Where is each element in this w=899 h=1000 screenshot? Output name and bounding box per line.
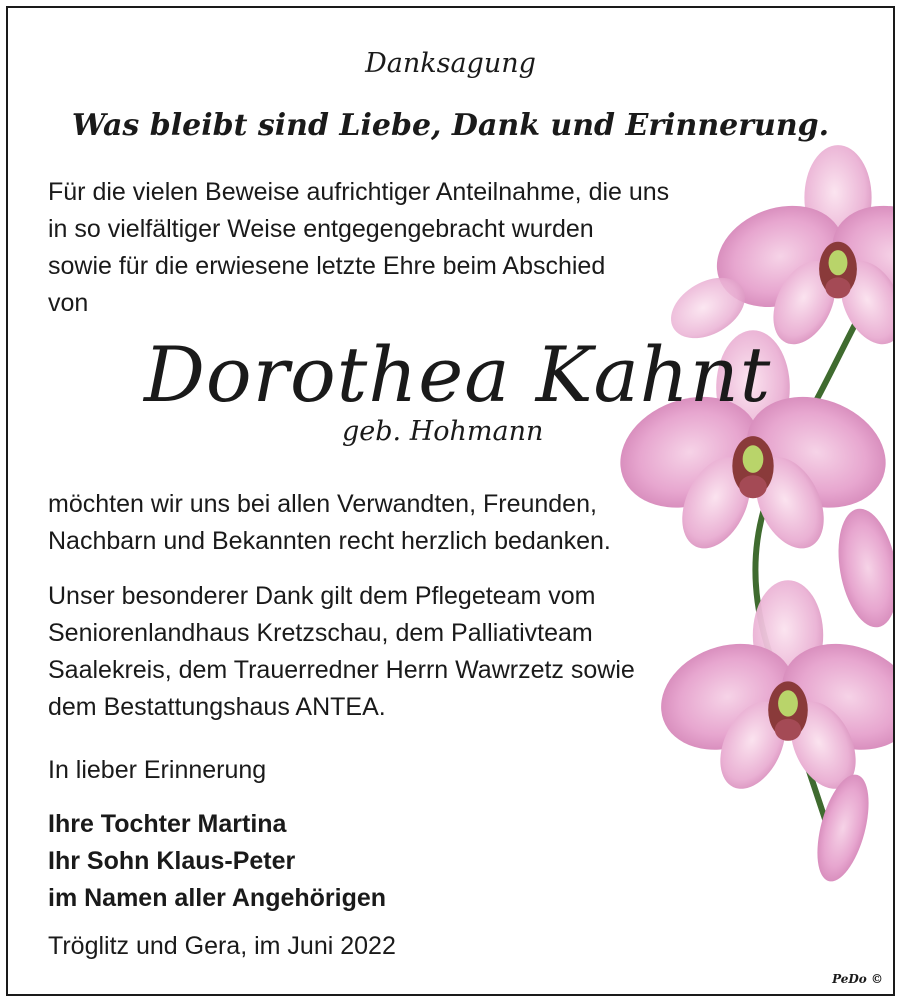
special-line: Saalekreis, dem Trauerredner Herrn Wawrzetz sowie bbox=[48, 656, 635, 684]
intro-line: Für die vielen Beweise aufrichtiger Anteilnahme, die uns bbox=[48, 178, 670, 206]
thanks-line: Nachbarn und Bekannten recht herzlich bedanken. bbox=[48, 527, 611, 555]
credit-mark: PeDo © bbox=[832, 972, 883, 986]
maiden-name: geb. Hohmann bbox=[342, 416, 544, 447]
place-date: Tröglitz und Gera, im Juni 2022 bbox=[48, 932, 396, 960]
thanks-paragraph bbox=[48, 486, 611, 560]
signer-line: Ihr Sohn Klaus-Peter bbox=[48, 847, 296, 875]
intro-line: in so vielfältiger Weise entgegengebracht wurden bbox=[48, 215, 594, 243]
signers bbox=[48, 806, 386, 917]
deceased-name: Dorothea Kahnt bbox=[144, 330, 772, 419]
intro-paragraph bbox=[48, 174, 669, 322]
thanks-line: möchten wir uns bei allen Verwandten, Freunden, bbox=[48, 490, 597, 518]
special-thanks-paragraph bbox=[48, 578, 635, 726]
special-line: Unser besonderer Dank gilt dem Pflegeteam vom bbox=[48, 582, 596, 610]
heading: Danksagung bbox=[365, 48, 536, 79]
motto: Was bleibt sind Liebe, Dank und Erinnerung. bbox=[71, 108, 830, 143]
special-line: dem Bestattungshaus ANTEA. bbox=[48, 693, 386, 721]
intro-line: von bbox=[48, 289, 89, 317]
intro-line: sowie für die erwiesene letzte Ehre beim Abschied bbox=[48, 252, 606, 280]
closing-phrase: In lieber Erinnerung bbox=[48, 756, 267, 784]
signer-line: Ihre Tochter Martina bbox=[48, 810, 287, 838]
special-line: Seniorenlandhaus Kretzschau, dem Palliativteam bbox=[48, 619, 593, 647]
obituary-notice bbox=[6, 6, 895, 996]
signer-line: im Namen aller Angehörigen bbox=[48, 884, 387, 912]
